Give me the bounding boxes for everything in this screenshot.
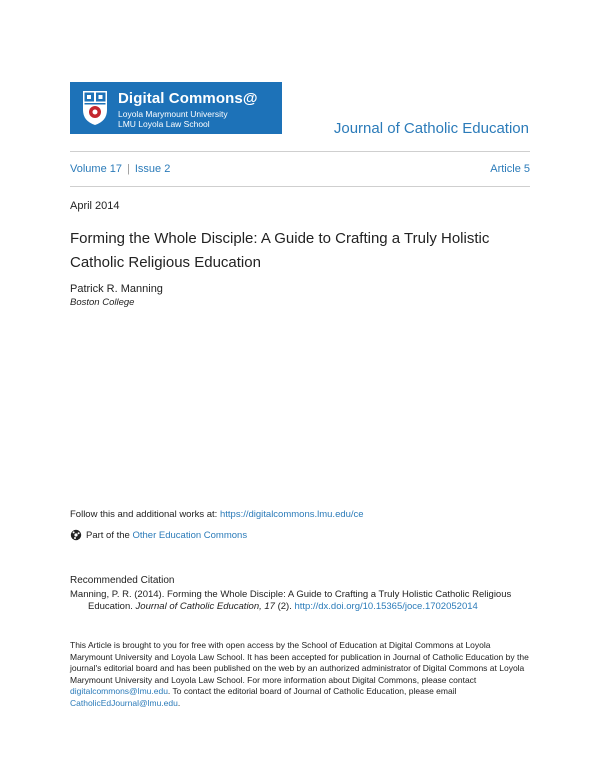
collection-link[interactable]: https://digitalcommons.lmu.edu/ce (219, 509, 364, 520)
part-of-text: Part of the (86, 529, 130, 541)
notice-text-1: This Article is brought to you for free with open access by the School of Education at Digital Commons at Loyola Marymount University and Loyola Law School. It has been accepted for publication in Journal of Catholic Education by the journal's editorial board and has been published on the web by an authorized administrator of Digital Commons at Loyola Marymount University and Loyola Law School. For more information about Digital Commons, please contact (70, 640, 529, 685)
follow-text: Follow this and additional works at: (70, 509, 220, 520)
article-number-link[interactable]: Article 5 (490, 163, 530, 175)
editorial-email-link[interactable]: CatholicEdJournal@lmu.edu (70, 697, 178, 708)
shield-crest-icon (82, 90, 108, 126)
top-divider (70, 151, 530, 152)
volume-link[interactable]: Volume 17 (70, 163, 122, 175)
article-title: Forming the Whole Disciple: A Guide to Crafting a Truly Holistic Catholic Religious Education (70, 230, 490, 271)
issue-link[interactable]: Issue 2 (134, 163, 171, 175)
network-icon (70, 529, 82, 541)
follow-line (70, 509, 364, 520)
open-access-notice (70, 640, 532, 710)
recommended-citation-heading: Recommended Citation (70, 575, 175, 586)
digital-commons-logo[interactable] (70, 82, 282, 134)
logo-subtitle-law-school: LMU Loyola Law School (118, 119, 210, 129)
citation-text: Education. (88, 601, 136, 612)
notice-text-2: . To contact the editorial board of Journal of Catholic Education, please email (167, 686, 457, 697)
doi-link[interactable]: http://dx.doi.org/10.15365/joce.1702052014 (294, 601, 478, 612)
author-affiliation: Boston College (70, 297, 135, 308)
author-name: Patrick R. Manning (70, 283, 163, 295)
notice-text-3: . (177, 697, 181, 708)
bottom-divider (70, 186, 530, 187)
citation-line-2 (70, 601, 530, 613)
separator: | (126, 163, 130, 175)
logo-subtitle-university: Loyola Marymount University (118, 109, 228, 119)
citation-issue: (2). (274, 601, 295, 612)
publication-date: April 2014 (70, 200, 120, 212)
citation-body (70, 589, 530, 613)
citation-line-1: Manning, P. R. (2014). Forming the Whole Disciple: A Guide to Crafting a Truly Holistic Catholic Religious (70, 589, 512, 600)
citation-journal: Journal of Catholic Education, 17 (135, 601, 275, 612)
part-of-line (70, 529, 247, 541)
other-education-commons-link[interactable]: Other Education Commons (132, 529, 248, 541)
volume-issue-line (70, 163, 170, 175)
journal-title-link[interactable]: Journal of Catholic Education (333, 120, 529, 137)
logo-title: Digital Commons@ (118, 90, 258, 107)
digitalcommons-email-link[interactable]: digitalcommons@lmu.edu (70, 686, 168, 697)
